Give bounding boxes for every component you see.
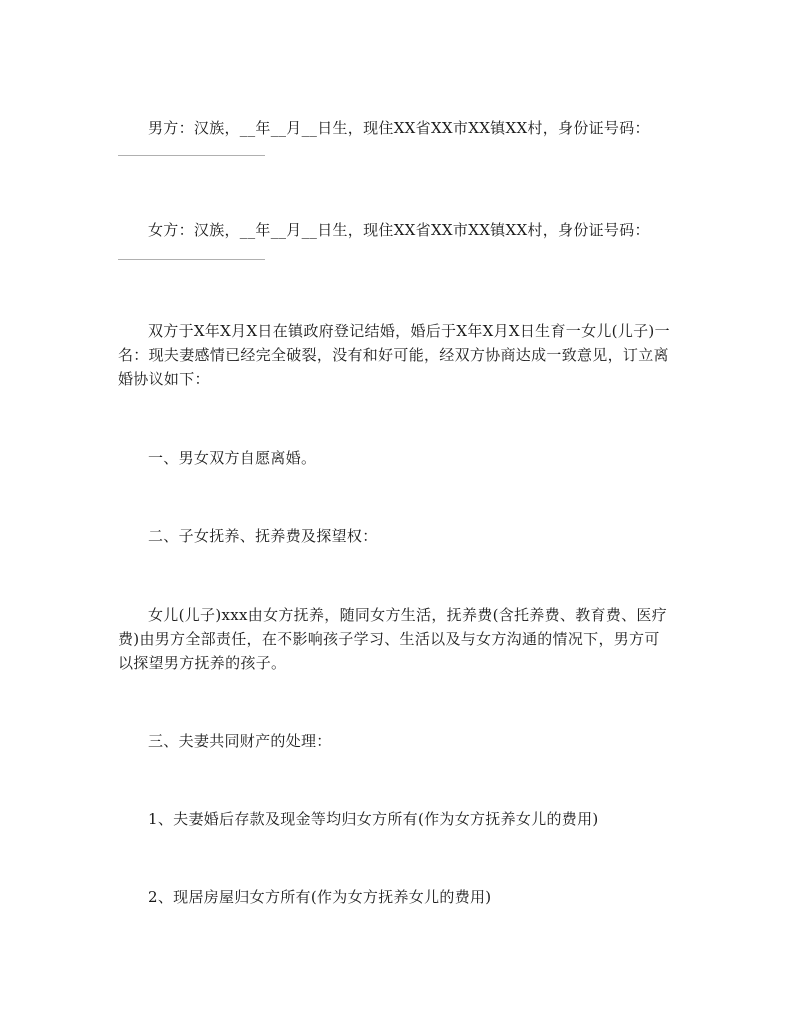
clause-3-heading: 三、夫妻共同财产的处理： [148,732,332,750]
property-item-1: 1、夫妻婚后存款及现金等均归女方所有(作为女方抚养女儿的费用) [148,810,599,828]
clause-2-heading: 二、子女抚养、抚养费及探望权： [148,527,378,545]
clause-1-heading: 一、男女双方自愿离婚。 [148,449,317,467]
female-id-number-blank [118,259,265,260]
female-party-paragraph: 女方：汉族，__年__月__日生，现住XX省XX市XX镇XX村，身份证号码： [148,221,650,239]
property-item-2: 2、现居房屋归女方所有(作为女方抚养女儿的费用) [148,888,492,906]
custody-paragraph: 女儿(儿子)xxx由女方抚养，随同女方生活，抚养费(含托养费、教育费、医疗费)由男方全部责任，在不影响孩子学习、生活以及与女方沟通的情况下，男方可以探望男方抚养的孩子。 [118,606,668,672]
male-id-number-blank [118,155,265,156]
male-party-paragraph: 男方：汉族，__年__月__日生，现住XX省XX市XX镇XX村，身份证号码： [148,119,650,137]
intro-paragraph: 双方于X年X月X日在镇政府登记结婚，婚后于X年X月X日生育一女儿(儿子)一名：现夫妻感情已经完全破裂，没有和好可能，经双方协商达成一致意见，订立离婚协议如下： [118,322,670,388]
